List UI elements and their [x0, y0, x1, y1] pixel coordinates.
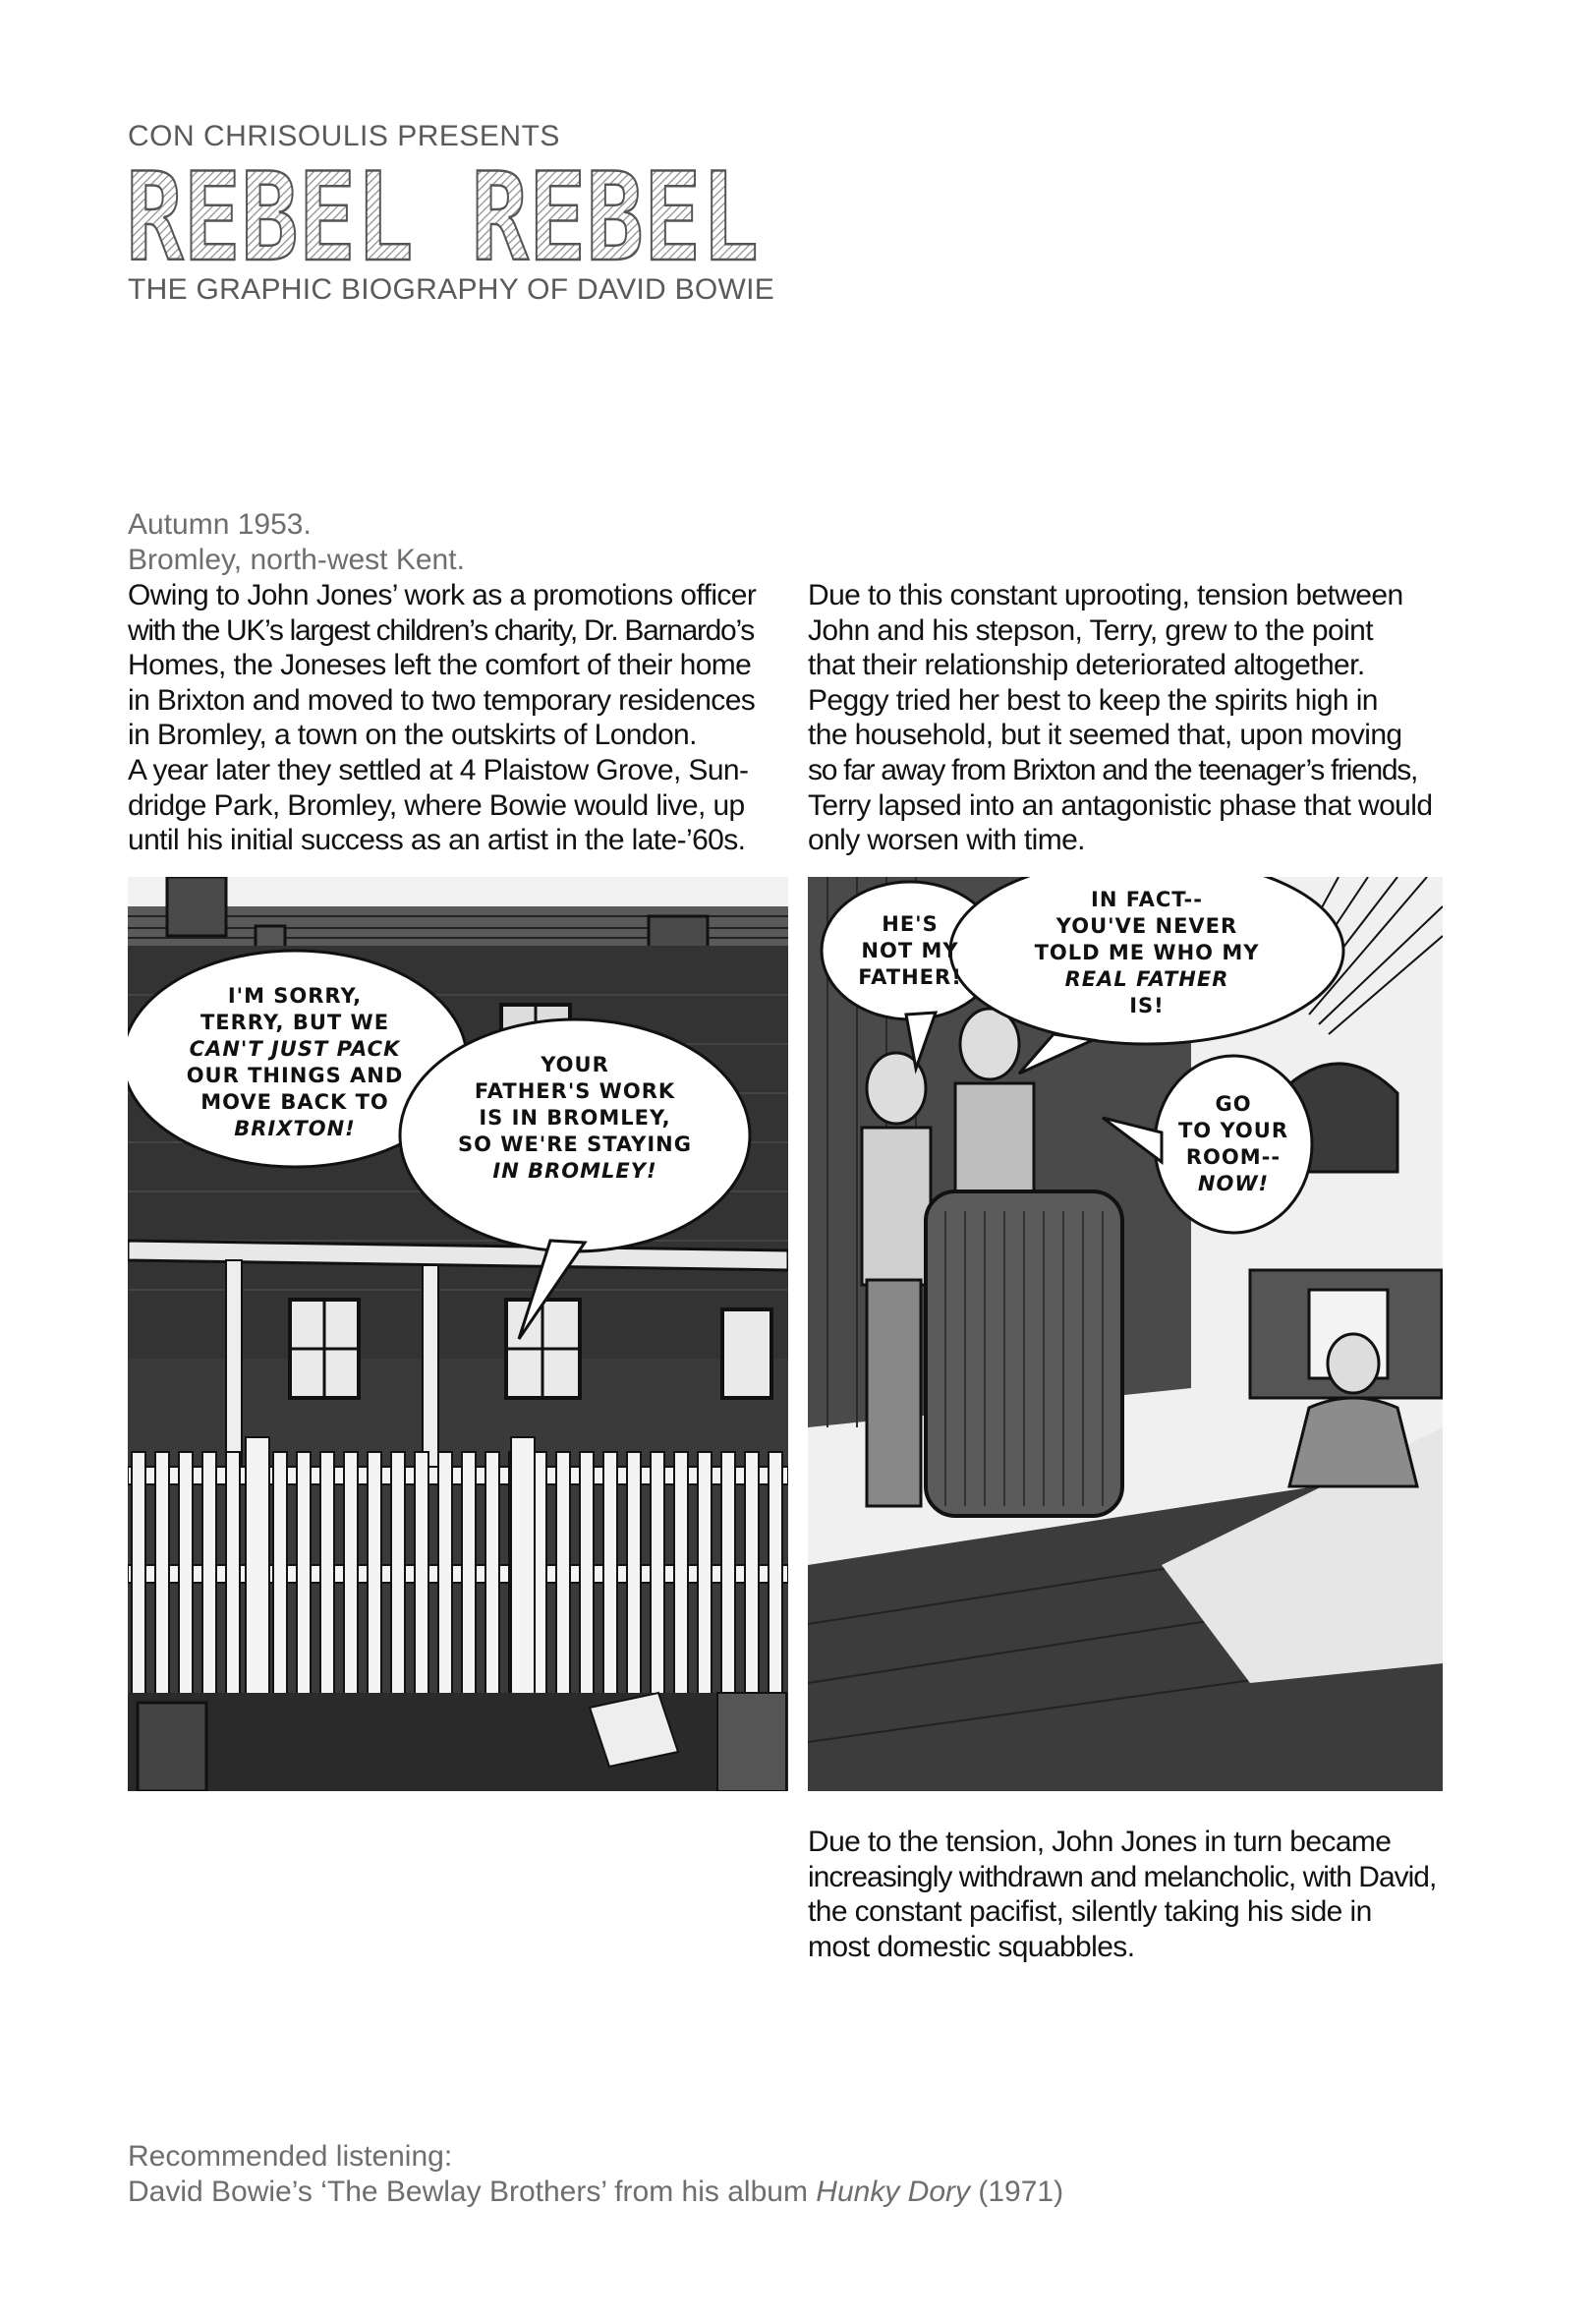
text-line: Peggy tried her best to keep the spirits high in	[808, 683, 1378, 717]
text-line: the household, but it seemed that, upon moving	[808, 719, 1402, 752]
speech-bubble-go-to-room: GO TO YOUR ROOM-- NOW!	[1177, 1092, 1289, 1195]
recommended-listening-track	[128, 2175, 1063, 2210]
presenter-line: CON CHRISOULIS PRESENTS	[128, 120, 560, 152]
title-logo	[124, 169, 763, 267]
left-paragraph	[128, 578, 776, 858]
intro-place: Bromley, north-west Kent.	[128, 544, 465, 576]
text-line: Owing to John Jones’ work as a promotions officer	[128, 579, 757, 611]
text-line: Due to this constant uprooting, tension between	[808, 579, 1403, 611]
text-line: so far away from Brixton and the teenager’s friends,	[808, 753, 1417, 786]
comic-panel-living-room	[808, 877, 1443, 1791]
text-line: Homes, the Joneses left the comfort of their home	[128, 649, 752, 682]
title-text: REBEL REBEL	[126, 169, 759, 267]
text-line: John and his stepson, Terry, grew to the point	[808, 613, 1373, 647]
text-line: the constant pacifist, silently taking his side in	[808, 1895, 1372, 1929]
text-line: increasingly withdrawn and melancholic, with David,	[808, 1860, 1437, 1893]
text-line: dridge Park, Bromley, where Bowie would live, up	[128, 788, 745, 822]
speech-bubble-not-my-father: HE'S NOT MY FATHER!	[858, 912, 962, 989]
text-line: in Bromley, a town on the outskirts of London.	[128, 719, 697, 752]
text-line: Due to the tension, John Jones in turn became	[808, 1826, 1392, 1858]
speech-bubble-sorry: I'M SORRY, TERRY, BUT WE CAN'T JUST PACK OUR THINGS AND MOVE BACK TO BRIXTON!	[186, 984, 404, 1140]
text-line: only worsen with time.	[808, 824, 1085, 857]
recommended-listening-label: Recommended listening:	[128, 2140, 453, 2173]
right-paragraph	[808, 578, 1456, 858]
text-line: in Brixton and moved to two temporary residences	[128, 683, 756, 717]
text-line: that their relationship deteriorated altogether.	[808, 649, 1365, 682]
text-line: Terry lapsed into an antagonistic phase that would	[808, 788, 1433, 822]
listening-prefix: David Bowie’s ‘The Bewlay Brothers’ from his album	[128, 2176, 817, 2208]
speech-bubble-bromley: YOUR FATHER'S WORK IS IN BROMLEY, SO WE'RE STAYING IN BROMLEY!	[458, 1053, 692, 1183]
intro-date: Autumn 1953.	[128, 508, 312, 541]
bottom-paragraph	[808, 1825, 1456, 1964]
album-title: Hunky Dory	[816, 2176, 970, 2208]
subtitle: THE GRAPHIC BIOGRAPHY OF DAVID BOWIE	[128, 273, 775, 306]
text-line: until his initial success as an artist in the late-’60s.	[128, 824, 746, 857]
text-line: A year later they settled at 4 Plaistow Grove, Sun-	[128, 753, 749, 786]
text-line: most domestic squabbles.	[808, 1930, 1135, 1963]
comic-panel-house	[128, 877, 788, 1791]
text-line: with the UK’s largest children’s charity, Dr. Barnardo’s	[128, 613, 754, 647]
speech-bubble-real-father: IN FACT-- YOU'VE NEVER TOLD ME WHO MY REAL FATHER IS!	[1034, 888, 1260, 1017]
listening-suffix: (1971)	[970, 2176, 1064, 2208]
